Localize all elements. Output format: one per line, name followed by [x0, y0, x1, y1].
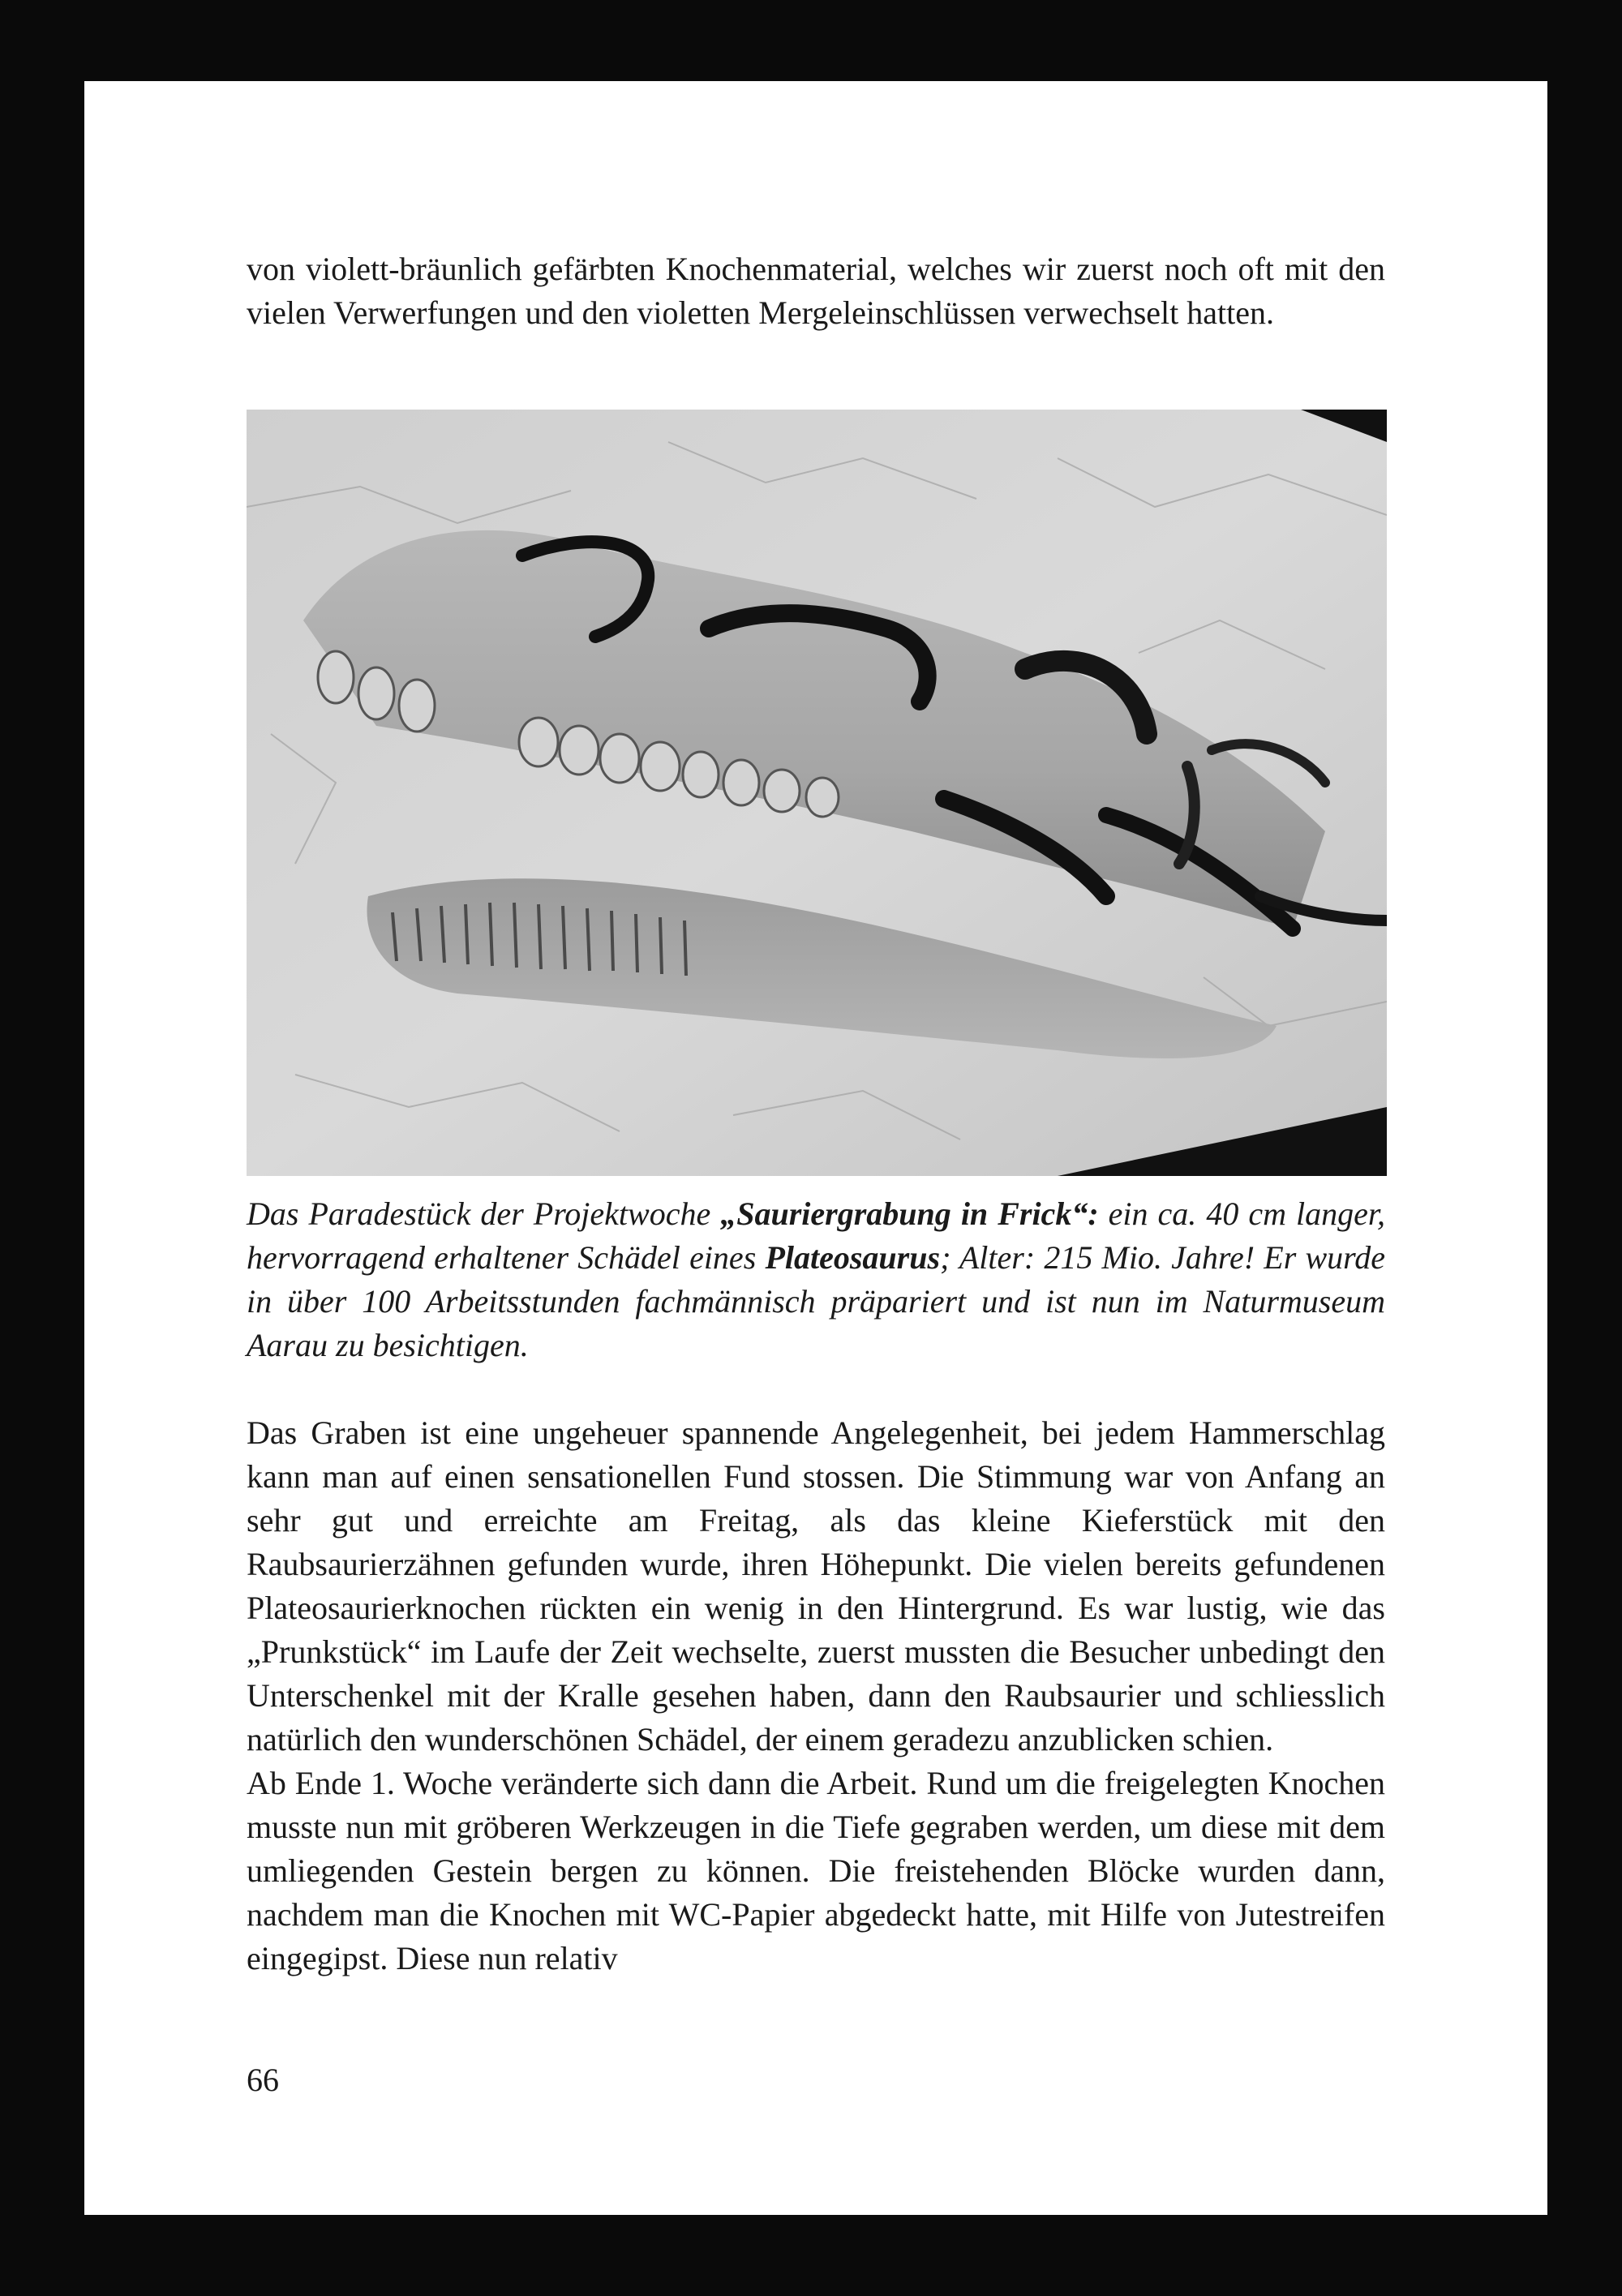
body-paragraph-2: Ab Ende 1. Woche veränderte sich dann die Arbeit. Rund um die freigelegten Knochen musste nun mit gröberen Werkzeugen in die Tiefe gegraben werden, um diese mit dem umliegenden Gestein bergen zu können. Die freistehenden Blöcke wurden dann, nachdem man die Knochen mit WC-Papier abgedeckt hatte, mit Hilfe von Jutestreifen eingegipst. Diese nun relativ [247, 1765, 1385, 1976]
figure-caption [247, 1192, 1385, 1367]
page-number: 66 [247, 2062, 279, 2098]
skull-photo-illustration [247, 410, 1387, 1176]
caption-project-title: „Sauriergrabung in Frick“: [720, 1195, 1099, 1232]
caption-text-1: Das Paradestück der Projektwoche [247, 1195, 721, 1232]
body-text [247, 1411, 1385, 1981]
intro-paragraph: von violett-bräunlich gefärbten Knochenmaterial, welches wir zuerst noch oft mit den vielen Verwerfungen und den violetten Mergeleinschlüssen verwechselt hatten. [247, 251, 1385, 331]
caption-species-name: Plateosaurus [765, 1239, 941, 1276]
caption-text-2: ein ca. 40 cm langer, hervorragend erhaltener Schädel eines [247, 1195, 1386, 1276]
fossil-skull-photo [247, 410, 1387, 1176]
body-paragraph-1: Das Graben ist eine ungeheuer spannende Angelegenheit, bei jedem Hammerschlag kann man auf einen sensationellen Fund stossen. Die Stimmung war von Anfang an sehr gut und erreichte am Freitag, als das kleine Kieferstück mit den Raubsaurierzähnen gefunden wurde, ihren Höhepunkt. Die vielen bereits gefundenen Plateosaurierknochen rückten ein wenig in den Hintergrund. Es war lustig, wie das „Prunkstück“ im Laufe der Zeit wechselte, zuerst mussten die Besucher unbedingt den Unterschenkel mit der Kralle gesehen haben, dann den Raubsaurier und schliesslich natürlich den wunderschönen Schädel, der einem geradezu anzublicken schien. [247, 1414, 1385, 1757]
book-page [84, 81, 1547, 2215]
caption-text-3: ; Alter: 215 Mio. Jahre! Er wurde in über 100 Arbeitsstunden fachmännisch präpariert und ist nun im Naturmuseum Aarau zu besichtigen. [247, 1239, 1385, 1363]
